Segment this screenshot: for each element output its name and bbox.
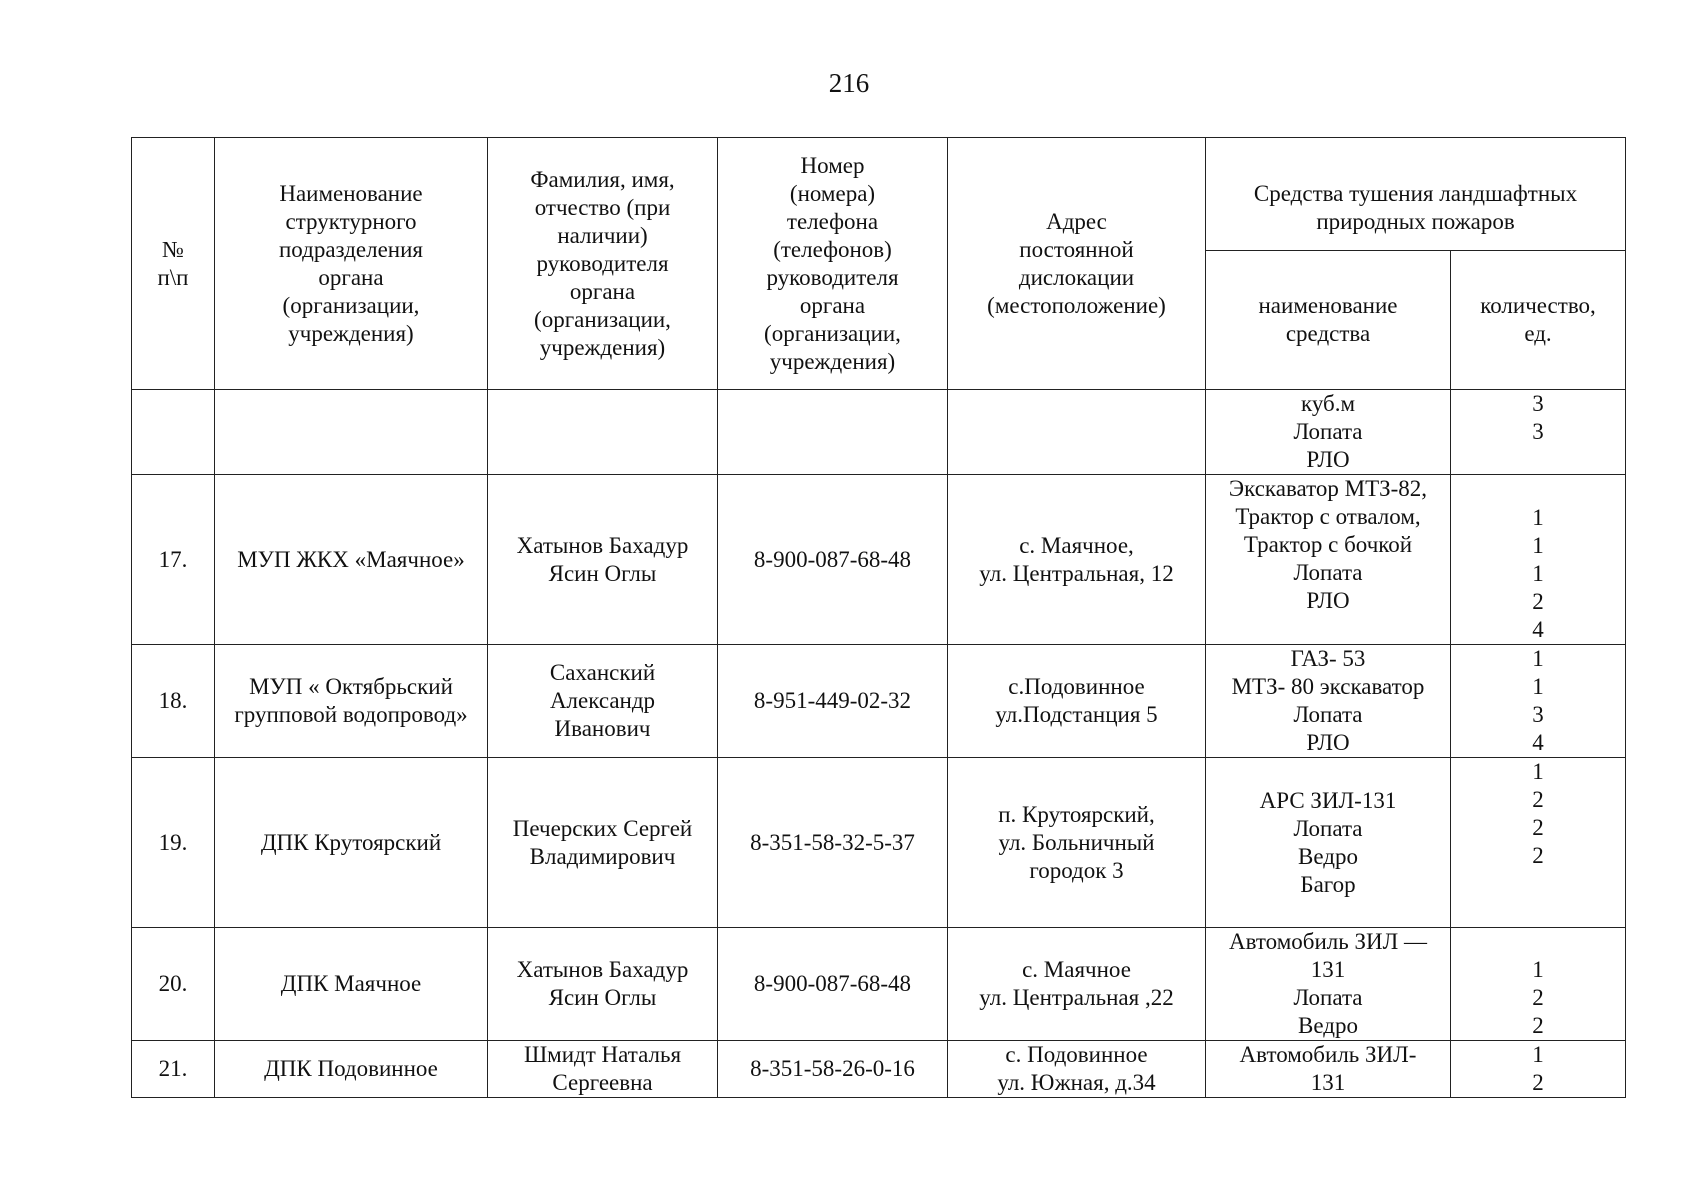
text-line: Фамилия, имя, xyxy=(530,166,675,192)
text-line: ГАЗ- 53 xyxy=(1290,646,1366,671)
text-line: телефона xyxy=(786,208,879,234)
text-line: 3 xyxy=(1532,391,1544,416)
address-cell xyxy=(948,645,1206,758)
text-line: (местоположение) xyxy=(987,292,1166,318)
unit-name-cell xyxy=(215,475,488,645)
text-line: 2 xyxy=(1532,1070,1544,1095)
text-line: п. Крутоярский, xyxy=(998,801,1155,827)
head-name-cell xyxy=(488,1041,718,1098)
phone-cell: 8-951-449-02-32 xyxy=(718,645,948,758)
text-line: ул. Центральная ,22 xyxy=(979,985,1174,1010)
text-line: дислокации xyxy=(1018,264,1135,290)
text-line: № xyxy=(162,236,184,262)
text-line: Саханский xyxy=(549,660,656,685)
text-line: 3 xyxy=(1532,419,1544,444)
head-name-cell xyxy=(488,475,718,645)
address-cell xyxy=(948,390,1206,475)
means-name-cell xyxy=(1206,758,1451,928)
row-number: 21. xyxy=(132,1041,215,1098)
text-line: 131 xyxy=(1310,1070,1346,1095)
unit-name-cell xyxy=(215,758,488,928)
text-line: с. Маячное, xyxy=(1019,532,1134,558)
text-line: 1 xyxy=(1532,957,1544,982)
address-cell xyxy=(948,928,1206,1041)
phone-cell xyxy=(718,390,948,475)
text-line: ДПК Подовинное xyxy=(264,1056,438,1081)
text-line: учреждения) xyxy=(539,334,666,360)
text-line: РЛО xyxy=(1306,588,1350,613)
text-line: ДПК Маячное xyxy=(280,971,422,996)
text-line: 4 xyxy=(1532,730,1544,755)
phone-cell: 8-900-087-68-48 xyxy=(718,928,948,1041)
means-qty-cell xyxy=(1451,1041,1626,1098)
text-line: с. Подовинное xyxy=(1005,1042,1148,1067)
text-line: Экскаватор МТЗ-82, xyxy=(1228,476,1428,501)
text-line: 2 xyxy=(1532,787,1544,812)
table-row xyxy=(132,390,1626,475)
text-line: (телефонов) xyxy=(773,236,892,262)
text-line: с.Подовинное xyxy=(1008,674,1145,699)
unit-name-cell xyxy=(215,928,488,1041)
row-number: 17. xyxy=(132,475,215,645)
table-row xyxy=(132,928,1626,1041)
text-line: 2 xyxy=(1532,843,1544,868)
text-line: средства xyxy=(1285,321,1371,346)
header-address xyxy=(948,138,1206,390)
phone-cell: 8-351-58-32-5-37 xyxy=(718,758,948,928)
text-line: наименование xyxy=(1258,293,1398,318)
text-line: Печерских Сергей xyxy=(512,815,693,841)
means-qty-cell xyxy=(1451,390,1626,475)
table-row xyxy=(132,758,1626,928)
text-line: 2 xyxy=(1532,589,1544,614)
unit-name-cell xyxy=(215,645,488,758)
text-line: Александр xyxy=(549,688,656,713)
text-line: РЛО xyxy=(1306,730,1350,755)
means-name-cell xyxy=(1206,390,1451,475)
text-line: Лопата xyxy=(1293,702,1363,727)
header-phone xyxy=(718,138,948,390)
text-line: Автомобиль ЗИЛ — xyxy=(1229,929,1427,954)
text-line: 1 xyxy=(1532,674,1544,699)
text-line: Хатынов Бахадур xyxy=(516,957,689,982)
text-line: структурного xyxy=(285,208,417,234)
text-line: 1 xyxy=(1532,505,1544,530)
head-name-cell xyxy=(488,928,718,1041)
text-line: Ясин Оглы xyxy=(548,560,657,586)
text-line: Хатынов Бахадур xyxy=(516,532,689,558)
text-line: Ясин Оглы xyxy=(548,985,657,1010)
text-line: Автомобиль ЗИЛ- xyxy=(1239,1042,1417,1067)
text-line: АРС ЗИЛ-131 xyxy=(1259,787,1397,813)
text-line: 2 xyxy=(1532,985,1544,1010)
header-means-group xyxy=(1206,138,1626,251)
text-line: Лопата xyxy=(1293,419,1363,444)
text-line: 3 xyxy=(1532,702,1544,727)
header-head-name xyxy=(488,138,718,390)
text-line: Владимирович xyxy=(529,843,676,869)
row-number: 19. xyxy=(132,758,215,928)
table-row xyxy=(132,475,1626,645)
phone-cell: 8-900-087-68-48 xyxy=(718,475,948,645)
text-line: Лопата xyxy=(1293,985,1363,1010)
text-line: ул. Центральная, 12 xyxy=(979,560,1174,586)
text-line: учреждения) xyxy=(769,348,896,374)
text-line: Лопата xyxy=(1293,815,1363,841)
text-line: 1 xyxy=(1532,533,1544,558)
text-line: 1 xyxy=(1532,646,1544,671)
text-line: п\п xyxy=(157,264,189,290)
text-line: природных пожаров xyxy=(1316,209,1515,234)
table-row xyxy=(132,1041,1626,1098)
text-line: МТЗ- 80 экскаватор xyxy=(1231,674,1425,699)
text-line: ул. Южная, д.34 xyxy=(997,1070,1156,1095)
header-no xyxy=(132,138,215,390)
text-line: учреждения) xyxy=(288,320,414,346)
text-line: органа xyxy=(799,292,866,318)
text-line: 1 xyxy=(1532,1042,1544,1067)
header-unit-name xyxy=(215,138,488,390)
address-cell xyxy=(948,758,1206,928)
means-name-cell xyxy=(1206,1041,1451,1098)
text-line: ул.Подстанция 5 xyxy=(995,702,1158,727)
text-line: подразделения xyxy=(278,236,424,262)
text-line: руководителя xyxy=(536,250,669,276)
text-line: Лопата xyxy=(1293,560,1363,585)
text-line: (номера) xyxy=(789,180,876,206)
header-means-qty xyxy=(1451,251,1626,390)
text-line: Багор xyxy=(1300,871,1356,897)
text-line: с. Маячное xyxy=(1022,957,1131,982)
head-name-cell xyxy=(488,758,718,928)
text-line: 4 xyxy=(1532,617,1544,642)
means-name-cell xyxy=(1206,475,1451,645)
text-line: Трактор с отвалом, xyxy=(1235,504,1421,529)
text-line: РЛО xyxy=(1306,447,1350,472)
text-line: 131 xyxy=(1310,957,1346,982)
text-line: 1 xyxy=(1532,561,1544,586)
means-qty-cell xyxy=(1451,758,1626,928)
address-cell xyxy=(948,475,1206,645)
text-line: Шмидт Наталья xyxy=(523,1042,682,1067)
text-line: отчество (при xyxy=(534,194,671,220)
unit-name-cell xyxy=(215,1041,488,1098)
text-line: количество, xyxy=(1480,293,1596,318)
text-line: 2 xyxy=(1532,1013,1544,1038)
equipment-table xyxy=(131,137,1626,1098)
unit-name-cell xyxy=(215,390,488,475)
row-number: 18. xyxy=(132,645,215,758)
text-line: МУП ЖКХ «Маячное» xyxy=(237,546,465,572)
text-line: Ведро xyxy=(1298,843,1358,869)
text-line: МУП « Октябрьский xyxy=(249,674,453,699)
table-body xyxy=(132,390,1626,1098)
text-line: куб.м xyxy=(1300,391,1356,416)
text-line: Трактор с бочкой xyxy=(1243,532,1413,557)
means-qty-cell xyxy=(1451,645,1626,758)
text-line: групповой водопровод» xyxy=(234,702,468,727)
text-line: ед. xyxy=(1524,321,1552,346)
text-line: Адрес xyxy=(1046,208,1107,234)
text-line: (организации, xyxy=(282,292,420,318)
text-line: Наименование xyxy=(279,180,423,206)
row-number xyxy=(132,390,215,475)
text-line: Номер xyxy=(800,152,865,178)
means-qty-cell xyxy=(1451,928,1626,1041)
text-line: наличии) xyxy=(557,222,648,248)
row-number: 20. xyxy=(132,928,215,1041)
phone-cell: 8-351-58-26-0-16 xyxy=(718,1041,948,1098)
text-line: Иванович xyxy=(554,716,651,741)
text-line: 1 xyxy=(1532,759,1544,784)
means-name-cell xyxy=(1206,928,1451,1041)
header-means-name xyxy=(1206,251,1451,390)
head-name-cell xyxy=(488,390,718,475)
text-line: (организации, xyxy=(764,320,901,346)
text-line: органа xyxy=(569,278,636,304)
text-line: Сергеевна xyxy=(552,1070,653,1095)
address-cell xyxy=(948,1041,1206,1098)
text-line: органа xyxy=(318,264,384,290)
text-line: 2 xyxy=(1532,815,1544,840)
text-line: руководителя xyxy=(766,264,899,290)
text-line: городок 3 xyxy=(1029,857,1124,883)
table-row xyxy=(132,645,1626,758)
text-line: Ведро xyxy=(1298,1013,1358,1038)
page-number: 216 xyxy=(828,68,870,98)
text-line: ДПК Крутоярский xyxy=(260,829,442,855)
text-line: ул. Больничный xyxy=(998,829,1155,855)
means-qty-cell xyxy=(1451,475,1626,645)
text-line: (организации, xyxy=(534,306,671,332)
text-line: Средства тушения ландшафтных xyxy=(1253,181,1578,206)
text-line: постоянной xyxy=(1019,236,1134,262)
head-name-cell xyxy=(488,645,718,758)
means-name-cell xyxy=(1206,645,1451,758)
